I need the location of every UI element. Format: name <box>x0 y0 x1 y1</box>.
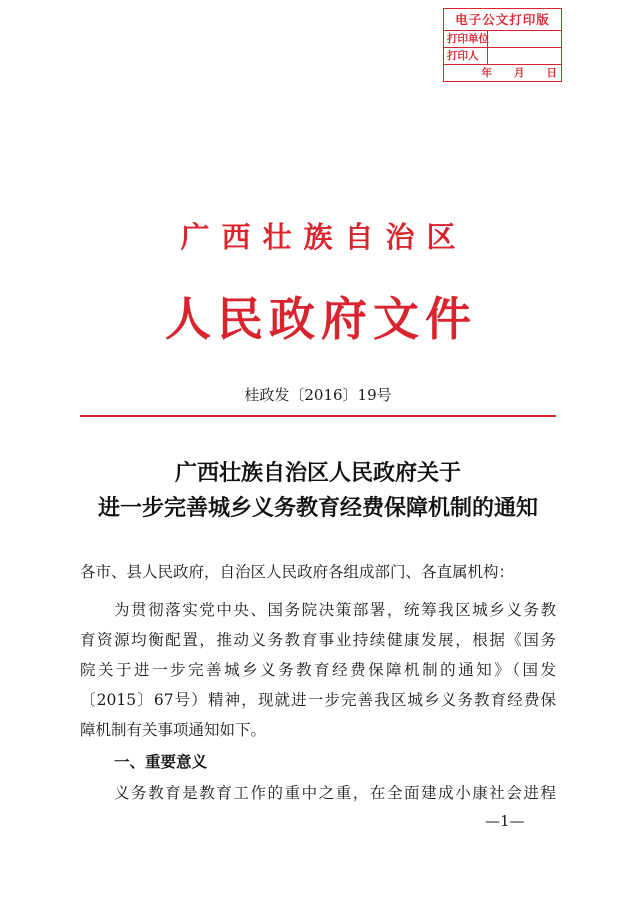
document-number: 桂政发〔2016〕19号 <box>244 386 392 404</box>
print-unit-row <box>444 31 561 48</box>
red-divider-line <box>80 415 556 417</box>
print-person-row <box>444 48 561 65</box>
document-title-line-1: 广西壮族自治区人民政府关于 <box>174 460 461 486</box>
paragraph-1-line-5: 障机制有关事项通知如下。 <box>80 721 267 739</box>
print-person-label: 打印人 <box>444 48 488 64</box>
print-person-value <box>488 48 561 64</box>
section-heading-1: 一、重要意义 <box>114 753 208 771</box>
print-year-label: 年 <box>481 67 492 79</box>
page-number: —1— <box>485 812 525 830</box>
paragraph-1-line-2: 育资源均衡配置，推动义务教育事业持续健康发展，根据《国务 <box>80 631 556 649</box>
print-day-label: 日 <box>546 67 557 79</box>
document-type-heading: 人民政府文件 <box>165 292 477 346</box>
addressee-line: 各市、县人民政府，自治区人民政府各组成部门、各直属机构： <box>80 563 515 581</box>
print-unit-value <box>488 31 561 47</box>
document-title-line-2: 进一步完善城乡义务教育经费保障机制的通知 <box>97 495 538 521</box>
paragraph-1-line-3: 院关于进一步完善城乡义务教育经费保障机制的通知》（国发 <box>80 661 556 679</box>
print-unit-label: 打印单位 <box>444 31 488 47</box>
print-date-row <box>444 65 561 81</box>
paragraph-1-line-4: 〔2015〕67号）精神，现就进一步完善我区城乡义务教育经费保 <box>80 691 556 709</box>
paragraph-2-line-1: 义务教育是教育工作的重中之重，在全面建成小康社会进程 <box>114 784 556 802</box>
print-stamp-title: 电子公文打印版 <box>444 9 561 31</box>
print-stamp <box>443 8 562 82</box>
paragraph-1-line-1: 为贯彻落实党中央、国务院决策部署，统筹我区城乡义务教 <box>114 601 556 619</box>
issuer-name: 广西壮族自治区 <box>180 220 468 254</box>
print-month-label: 月 <box>514 67 525 79</box>
